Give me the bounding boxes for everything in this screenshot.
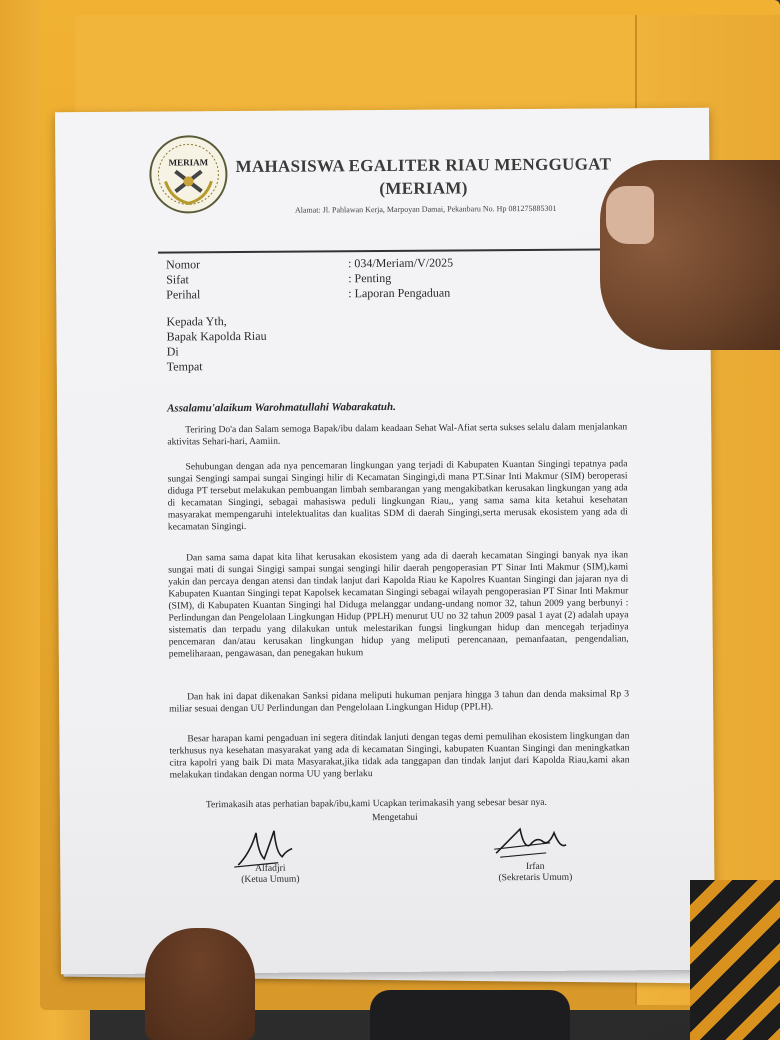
- signatory-right-role: (Sekretaris Umum): [498, 871, 573, 884]
- paragraph-sanction: Dan hak ini dapat dikenakan Sanksi pidana meliputi hukuman penjara hingga 3 tahun dan denda maksimal Rp 3 miliar sesuai dengan UU Perlindungan dan Pengelolaan Lingkungan Hidup (PPLH).: [169, 688, 630, 715]
- recipient-line: Di: [166, 344, 179, 359]
- recipient-line: Bapak Kapolda Riau: [166, 328, 267, 344]
- paragraph-opening: Teriring Do'a dan Salam semoga Bapak/ibu dalam keadaan Sehat Wal-Afiat serta sukses selalu dalam menjalankan aktivitas Sehari-hari, Aamiin.: [167, 421, 628, 448]
- signature-right-icon: [490, 819, 570, 866]
- org-logo: [149, 135, 228, 214]
- meta-value: : 034/Meriam/V/2025: [348, 255, 454, 271]
- signatory-right-name: Irfan: [525, 860, 545, 873]
- recipient-block: [166, 314, 266, 375]
- logo-emblem-icon: [151, 137, 226, 212]
- shoe: [370, 990, 570, 1040]
- meta-key: Sifat: [166, 272, 189, 287]
- holding-hand-bottom: [145, 928, 255, 1040]
- meta-value: : Penting: [348, 270, 392, 286]
- header-divider: [158, 248, 618, 253]
- org-title-line2: (MERIAM): [379, 178, 468, 199]
- acknowledged-label: Mengetahui: [371, 811, 418, 824]
- recipient-line: Tempat: [166, 359, 203, 374]
- meta-value: : Laporan Pengaduan: [348, 285, 451, 301]
- meta-key: Perihal: [166, 287, 201, 302]
- greeting: Assalamu'alaikum Warohmatullahi Wabarakatuh.: [167, 400, 396, 415]
- meta-key: Nomor: [166, 257, 201, 272]
- signatory-left-name: Alfadjri: [255, 862, 286, 874]
- signatory-left: [230, 863, 310, 886]
- signatory-left-role: (Ketua Umum): [241, 873, 300, 886]
- closing-text: Terimakasih atas perhatian bapak/ibu,kami Ucapkan terimakasih yang sebesar besar nya.: [205, 796, 547, 811]
- org-address: Alamat: Jl. Pahlawan Kerja, Marpoyan Damai, Pekanbaru No. Hp 081275885301: [294, 203, 557, 215]
- logo-text: MERIAM: [168, 157, 209, 168]
- paragraph-hope: Besar harapan kami pengaduan ini segera ditindak lanjuti dengan tegas demi pemulihan ekosistem lingkungan dan terkhusus nya kesehatan masyarakat yang ada di kecamatan Singingi, kabupaten Kuantan Singingi dan meningkatkan citra kapolri yang baik Di mata Masyarakat,jika tidak ada tanggapan dan tindak lanjut dari Kapolda Riau,kami akan melakukan tindakan dengan norma UU yang berlaku: [169, 730, 630, 781]
- paragraph-background: Sehubungan dengan ada nya pencemaran lingkungan yang terjadi di Kabupaten Kuantan Singingi tepatnya pada sungai Sengingi sampai sungai Singingi hilir di Kecamatan Singingi,di mana PT.Sinar Inti Makmur (SIM) beroperasi diduga PT tersebut melakukan pembuangan limbah sembarangan yang mengakibatkan kerusakan lingkungan yang ada di kecamatan Singingi, sebagai mahasiswa peduli lingkungan Riau,, yang sama sama kita ketahui kesehatan masyarakat mempengaruhi intelektualitas dan kualitas SDM di daerah Singingi,serta merusak ekosistem yang ada di kecamatan Singingi.: [167, 458, 628, 533]
- clothing: [690, 880, 780, 1040]
- recipient-line: Kepada Yth,: [166, 314, 227, 329]
- folder-top: [75, 15, 645, 115]
- signatory-right: [485, 861, 585, 884]
- org-title-line1: MAHASISWA EGALITER RIAU MENGGUGAT: [235, 154, 612, 177]
- org-title: [233, 152, 613, 201]
- paragraph-legal: Dan sama sama dapat kita lihat kerusakan ekosistem yang ada di daerah kecamatan Singingi banyak nya ikan sungai mati di sungai Singigi sampai sungai sengingi hilir daerah pengoperasian PT Sinar Inti Makmur (SIM),kami yakin dan percaya dengan atensi dan tindak lanjut dari Kapolda Riau ke Kapolres Kuantan Singingi dan jajaran nya di Kabupaten Kuantan Singingi tepat Kapolsek kecamatan Singingi sebagai wilayah pengoperasian PT Sinar Inti Makmur (SIM), di Kabupaten Kuantan Singingi hal Diduga melanggar undang-undang nomor 32, tahun 2009 yang berbunyi : Perlindungan dan Pengelolaan Lingkungan Hidup (PPLH) menurut UU no 32 tahun 2009 pasal 1 ayat (2) adalah upaya sistematis dan terpadu yang dilakukan untuk melestarikan fungsi lingkungan hidup dan mencegah terjadinya pencemaran dan/atau kerusakan lingkungan hidup yang meliputi perencanaan, pemanfaatan, pengendalian, pemeliharaan, pengawasan, dan penegakan hukum: [168, 549, 629, 660]
- thumbnail: [606, 186, 654, 244]
